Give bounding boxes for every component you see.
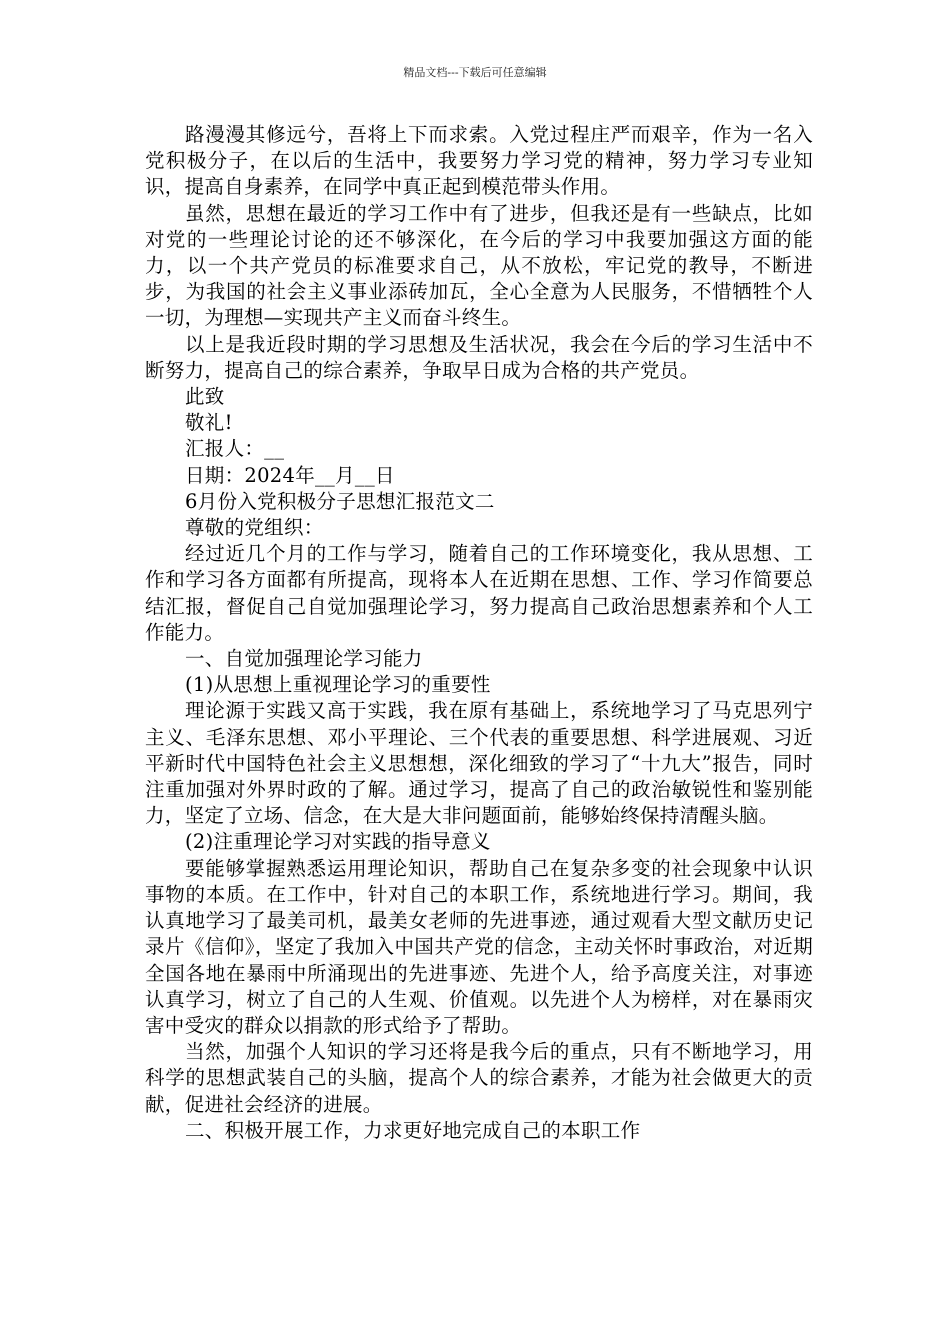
paragraph-practice: 要能够掌握熟悉运用理论知识，帮助自己在复杂多变的社会现象中认识事物的本质。在工作中，针对自己的本职工作，系统地进行学习。期间，我认真地学习了最美司机，最美女老师的先进事迹，通过观看大型文献历史记录片《信仰》，坚定了我加入中国共产党的信念，主动关怀时事政治，对近期全国各地在暴雨中所涌现出的先进事迹、先进个人，给予高度关注，对事迹认真学习，树立了自己的人生观、价值观。以先进个人为榜样，对在暴雨灾害中受灾的群众以捐款的形式给予了帮助。: [145, 856, 813, 1037]
paragraph-theory: 理论源于实践又高于实践，我在原有基础上，系统地学习了马克思列宁主义、毛泽东思想、邓小平理论、三个代表的重要思想、科学进展观、习近平新时代中国特色社会主义思想想，深化细致的学习了“十九大”报告，同时注重加强对外界时政的了解。通过学习，提高了自己的政治敏锐性和鉴别能力，坚定了立场、信念，在大是大非问题面前，能够始终保持清醒头脑。: [145, 699, 813, 828]
subheading-two: (2)注重理论学习对实践的指导意义: [184, 830, 491, 854]
heading-part-one: 一、自觉加强理论学习能力: [184, 647, 423, 671]
paragraph-shortcomings: 虽然，思想在最近的学习工作中有了进步，但我还是有一些缺点，比如对党的一些理论讨论的还不够深化，在今后的学习中我要加强这方面的能力，以一个共产党员的标准要求自己，从不放松，牢记党的教导，不断进步，为我国的社会主义事业添砖加瓦，全心全意为人民服务，不惜牺牲个人一切，为理想—实现共产主义而奋斗终生。: [145, 201, 813, 330]
date-line: 日期：2024年__月__日: [184, 463, 395, 487]
heading-part-two: 二、积极开展工作，力求更好地完成自己的本职工作: [184, 1118, 641, 1142]
document-body: [145, 122, 813, 1144]
subheading-one: (1)从思想上重视理论学习的重要性: [184, 673, 491, 697]
salutation-jingli: 敬礼!: [184, 411, 233, 435]
page-header: 精品文档---下载后可任意编辑: [403, 66, 547, 79]
greeting-line: 尊敬的党组织：: [184, 516, 324, 540]
salutation-cizhi: 此致: [184, 385, 225, 409]
paragraph-summary: 以上是我近段时期的学习思想及生活状况，我会在今后的学习生活中不断努力，提高自己的综合素养，争取早日成为合格的共产党员。: [145, 332, 813, 382]
paragraph-future-focus: 当然，加强个人知识的学习还将是我今后的重点，只有不断地学习，用科学的思想武装自己的头脑，提高个人的综合素养，才能为社会做更大的贡献，促进社会经济的进展。: [145, 1040, 813, 1116]
reporter-line: 汇报人：__: [184, 437, 285, 461]
section-title: 6月份入党积极分子思想汇报范文二: [184, 489, 495, 513]
paragraph-closing-resolve: 路漫漫其修远兮，吾将上下而求索。入党过程庄严而艰辛，作为一名入党积极分子，在以后的生活中，我要努力学习党的精神，努力学习专业知识，提高自身素养，在同学中真正起到模范带头作用。: [145, 123, 813, 199]
paragraph-intro: 经过近几个月的工作与学习，随着自己的工作环境变化，我从思想、工作和学习各方面都有所提高，现将本人在近期在思想、工作、学习作简要总结汇报，督促自己自觉加强理论学习，努力提高自己政治思想素养和个人工作能力。: [145, 542, 813, 644]
